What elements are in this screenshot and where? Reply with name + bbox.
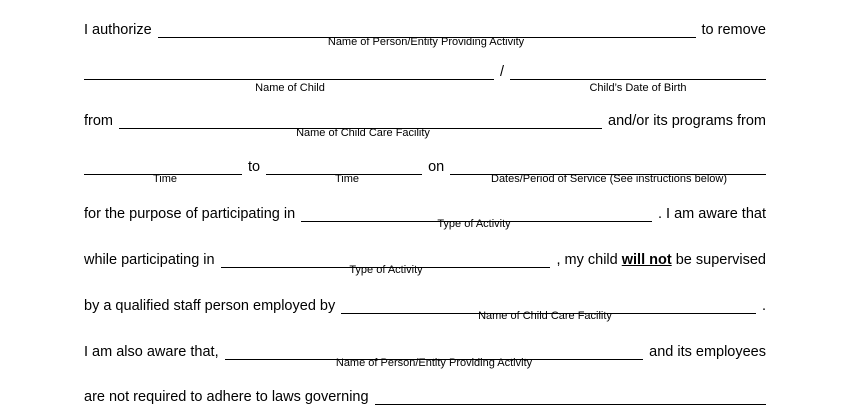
will-not-text: will not <box>621 252 672 268</box>
laws-text: are not required to adhere to laws governing <box>84 389 369 405</box>
dates-caption: Dates/Period of Service (See instructions below) <box>491 173 727 185</box>
child-name-caption: Name of Child <box>255 82 325 94</box>
activity-type-caption: Type of Activity <box>437 218 511 230</box>
staff-line <box>84 296 766 314</box>
authorize-text: I authorize <box>84 22 152 38</box>
facility-name-caption-2: Name of Child Care Facility <box>478 310 612 322</box>
child-line <box>84 62 766 80</box>
provider-name-caption-2: Name of Person/Entity Providing Activity <box>335 357 533 369</box>
period-text: . <box>761 298 766 314</box>
from-text: from <box>84 113 113 129</box>
start-time-caption: Time <box>152 173 178 185</box>
purpose-line <box>84 204 766 222</box>
end-time-caption: Time <box>334 173 360 185</box>
employees-text: and its employees <box>649 344 766 360</box>
facility-name-caption: Name of Child Care Facility <box>296 127 430 139</box>
to-remove-text: to remove <box>701 22 766 38</box>
purpose-text: for the purpose of participating in <box>84 206 296 222</box>
child-name-field[interactable] <box>84 65 494 80</box>
provider-name-caption: Name of Person/Entity Providing Activity <box>327 36 525 48</box>
laws-line <box>84 387 766 405</box>
supervised-text: be supervised <box>675 252 766 268</box>
child-dob-field[interactable] <box>510 65 766 80</box>
staff-text: by a qualified staff person employed by <box>84 298 336 314</box>
aware-text: . I am aware that <box>658 206 766 222</box>
activity-type-caption-2: Type of Activity <box>349 264 423 276</box>
child-dob-caption: Child’s Date of Birth <box>589 82 687 94</box>
on-text: on <box>428 159 445 175</box>
participating-text: while participating in <box>84 252 215 268</box>
my-child-text: , my child <box>556 252 618 268</box>
programs-from-text: and/or its programs from <box>608 113 766 129</box>
to-text: to <box>248 159 261 175</box>
slash-separator: / <box>500 64 505 80</box>
also-aware-text: I am also aware that, <box>84 344 219 360</box>
participating-line <box>84 250 766 268</box>
